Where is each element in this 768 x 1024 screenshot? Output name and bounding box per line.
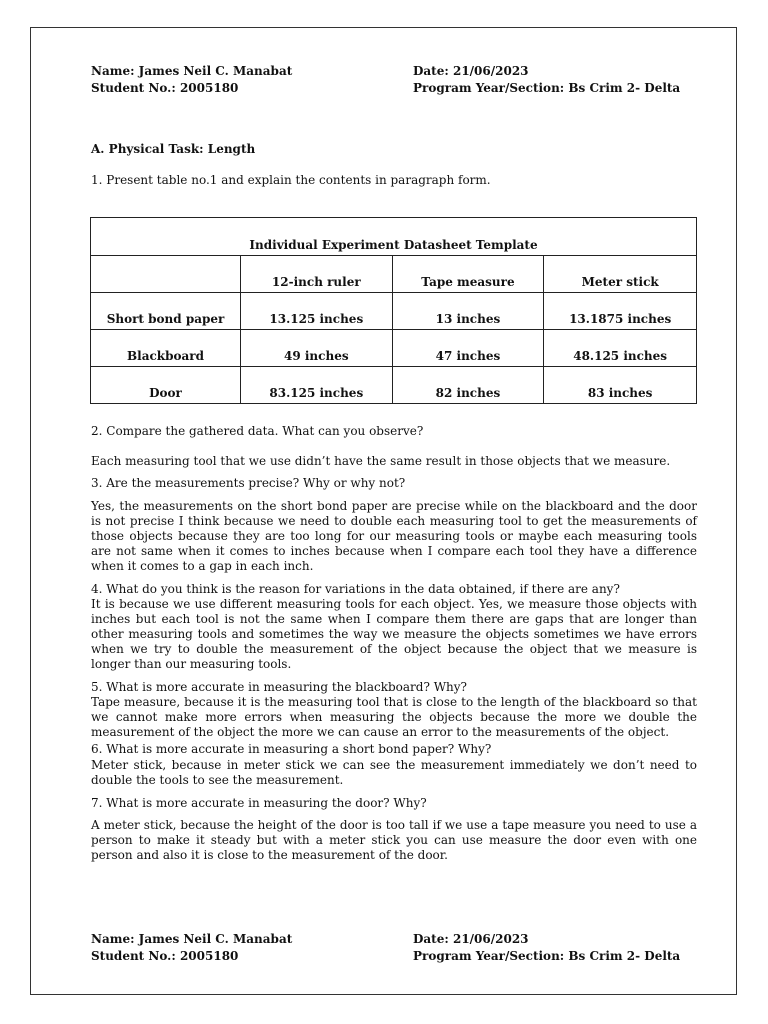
answer-6: Meter stick, because in meter stick we can see the measurement immediately we don’t need to double the tools to see the measurement. [91, 758, 697, 787]
table-cell: Short bond paper [91, 293, 241, 330]
question-1: 1. Present table no.1 and explain the contents in paragraph form. [91, 173, 491, 187]
table-header-row [91, 256, 697, 293]
table-row [91, 330, 697, 367]
date: Date: 21/06/2023 [413, 932, 529, 946]
datasheet-table [90, 217, 697, 404]
table-header-cell: Tape measure [392, 256, 544, 293]
document-footer [91, 931, 697, 965]
question-5: 5. What is more accurate in measuring the blackboard? Why? [91, 680, 467, 694]
table-header-cell [91, 256, 241, 293]
date: Date: 21/06/2023 [413, 64, 529, 78]
table-cell: 49 inches [241, 330, 393, 367]
answer-7: A meter stick, because the height of the door is too tall if we use a tape measure you need to use a person to make it steady but with a meter stick you can use measure the door even with one person and also it is close to the measurement of the door. [91, 818, 697, 862]
answer-4: It is because we use different measuring tools for each object. Yes, we measure those objects with inches but each tool is not the same when I compare them there are gaps that are longer than other measuring tools and sometimes the way we measure the objects sometimes we have errors when we try to double the measurement of the object because the object that we measure is longer than our measuring tools. [91, 597, 697, 671]
question-2: 2. Compare the gathered data. What can you observe? [91, 424, 424, 438]
student-name: Name: James Neil C. Manabat [91, 932, 293, 946]
table-row [91, 367, 697, 404]
table-cell: 82 inches [392, 367, 544, 404]
table-title-row [91, 218, 697, 256]
student-number: Student No.: 2005180 [91, 949, 239, 963]
table-cell: 13 inches [392, 293, 544, 330]
program-section: Program Year/Section: Bs Crim 2- Delta [413, 949, 681, 963]
student-name: Name: James Neil C. Manabat [91, 64, 293, 78]
table-cell: Blackboard [91, 330, 241, 367]
program-section: Program Year/Section: Bs Crim 2- Delta [413, 81, 681, 95]
table-cell: 13.1875 inches [544, 293, 697, 330]
table-row [91, 293, 697, 330]
section-title: A. Physical Task: Length [91, 142, 256, 156]
student-number: Student No.: 2005180 [91, 81, 239, 95]
answer-5: Tape measure, because it is the measuring tool that is close to the length of the blackboard so that we cannot make more errors when measuring the objects because the more we double the measurement of the object the more we can cause an error to the measurements of the object. [91, 695, 697, 739]
table-title: Individual Experiment Datasheet Template [91, 218, 697, 256]
table-cell: Door [91, 367, 241, 404]
table-cell: 83 inches [544, 367, 697, 404]
answer-3: Yes, the measurements on the short bond paper are precise while on the blackboard and the door is not precise I think because we need to double each measuring tool to get the measurements of those objects because they are too long for our measuring tools or maybe each measuring tools are not same when it comes to inches because when I compare each tool they have a difference when it comes to a gap in each inch. [91, 499, 697, 573]
question-4: 4. What do you think is the reason for variations in the data obtained, if there are any? [91, 582, 620, 596]
question-7: 7. What is more accurate in measuring the door? Why? [91, 796, 427, 810]
table-cell: 48.125 inches [544, 330, 697, 367]
table-cell: 83.125 inches [241, 367, 393, 404]
document-header [91, 63, 697, 97]
table-header-cell: Meter stick [544, 256, 697, 293]
answer-2: Each measuring tool that we use didn’t have the same result in those objects that we measure. [91, 454, 671, 468]
table-cell: 13.125 inches [241, 293, 393, 330]
table-cell: 47 inches [392, 330, 544, 367]
question-6: 6. What is more accurate in measuring a short bond paper? Why? [91, 742, 492, 756]
table-header-cell: 12-inch ruler [241, 256, 393, 293]
question-3: 3. Are the measurements precise? Why or why not? [91, 476, 406, 490]
